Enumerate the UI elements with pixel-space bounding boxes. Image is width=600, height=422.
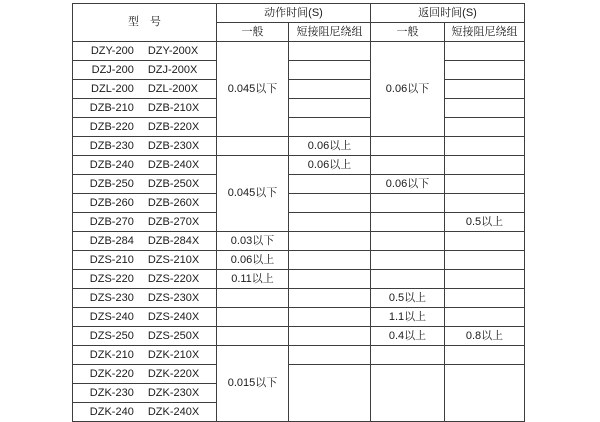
model-text: DZB-220X [147, 120, 200, 133]
model-text: DZB-250X [147, 177, 200, 190]
model-text: DZB-230X [147, 139, 200, 152]
action-damping-cell [289, 61, 371, 80]
model-text: DZS-210 [89, 253, 134, 266]
model-text: DZS-250X [147, 329, 200, 342]
table-row [73, 156, 525, 175]
header-row-1 [73, 4, 525, 23]
action-damping-cell [289, 80, 371, 99]
model-text: DZB-250 [89, 177, 134, 190]
return-damping-cell: 0.5以上 [445, 213, 525, 232]
model-cell [73, 175, 217, 194]
return-damping-cell [445, 137, 525, 156]
model-text: DZY-200X [147, 44, 199, 57]
table-row [73, 137, 525, 156]
return-damping-cell [445, 156, 525, 175]
return-damping-cell [445, 80, 525, 99]
action-general-cell: 0.045以下 [217, 42, 289, 137]
return-damping-cell [445, 194, 525, 213]
model-cell [73, 251, 217, 270]
model-text: DZS-220 [89, 272, 134, 285]
action-damping-cell [289, 365, 371, 422]
return-damping-cell [445, 365, 525, 422]
model-cell [73, 194, 217, 213]
action-damping-cell [289, 308, 371, 327]
model-text: DZK-210 [89, 348, 134, 361]
return-damping-cell: 0.8以上 [445, 327, 525, 346]
return-damping-cell [445, 99, 525, 118]
table-row [73, 251, 525, 270]
action-general-cell [217, 308, 289, 327]
model-text: DZJ-200 [91, 63, 134, 76]
action-damping-cell [289, 232, 371, 251]
model-text: DZK-230X [147, 386, 200, 399]
return-damping-cell [445, 61, 525, 80]
return-general-cell [371, 365, 445, 422]
table-row [73, 346, 525, 365]
model-cell [73, 308, 217, 327]
return-damping-cell [445, 232, 525, 251]
model-text: DZB-240 [89, 158, 134, 171]
table-row [73, 175, 525, 194]
model-text: DZB-270X [147, 215, 200, 228]
action-general-cell: 0.03以下 [217, 232, 289, 251]
model-text: DZJ-200X [147, 63, 198, 76]
model-text: DZK-210X [147, 348, 200, 361]
return-general-cell [371, 213, 445, 232]
return-damping-cell [445, 118, 525, 137]
action-general-cell: 0.06以上 [217, 251, 289, 270]
return-general-cell [371, 251, 445, 270]
header-action-general: 一般 [217, 23, 289, 42]
action-damping-cell [289, 194, 371, 213]
return-general-cell [371, 137, 445, 156]
return-damping-cell [445, 42, 525, 61]
model-cell [73, 99, 217, 118]
model-cell [73, 327, 217, 346]
spec-table [72, 3, 525, 422]
action-damping-cell [289, 42, 371, 61]
model-text: DZB-270 [89, 215, 134, 228]
return-damping-cell [445, 346, 525, 365]
table-row [73, 61, 525, 80]
model-text: DZS-240X [147, 310, 200, 323]
table-row [73, 289, 525, 308]
action-damping-cell: 0.06以上 [289, 137, 371, 156]
model-cell [73, 346, 217, 365]
model-text: DZS-250 [89, 329, 134, 342]
model-cell [73, 61, 217, 80]
table-row [73, 232, 525, 251]
model-text: DZB-260 [89, 196, 134, 209]
model-text: DZS-220X [147, 272, 200, 285]
header-return-damping: 短接阻尼绕组 [445, 23, 525, 42]
model-cell [73, 156, 217, 175]
return-general-cell: 1.1以上 [371, 308, 445, 327]
model-text: DZK-240X [147, 405, 200, 418]
model-text: DZB-210 [89, 101, 134, 114]
return-general-cell: 0.4以上 [371, 327, 445, 346]
return-general-cell: 0.06以下 [371, 42, 445, 137]
table-row [73, 365, 525, 384]
return-damping-cell [445, 270, 525, 289]
return-general-cell: 0.06以下 [371, 175, 445, 194]
model-text: DZK-230 [89, 386, 134, 399]
action-damping-cell [289, 175, 371, 194]
header-return-general: 一般 [371, 23, 445, 42]
model-text: DZB-284 [89, 234, 134, 247]
model-text: DZB-210X [147, 101, 200, 114]
model-text: DZY-200 [90, 44, 134, 57]
model-text: DZS-230X [147, 291, 200, 304]
action-damping-cell [289, 327, 371, 346]
model-text: DZK-220 [89, 367, 134, 380]
action-damping-cell [289, 213, 371, 232]
table-row [73, 118, 525, 137]
table-row [73, 194, 525, 213]
action-damping-cell [289, 118, 371, 137]
model-text: DZS-230 [89, 291, 134, 304]
model-text: DZL-200 [91, 82, 134, 95]
model-text: DZK-240 [89, 405, 134, 418]
header-action-damping: 短接阻尼绕组 [289, 23, 371, 42]
model-text: DZS-240 [89, 310, 134, 323]
model-cell [73, 365, 217, 384]
model-text: DZB-230 [89, 139, 134, 152]
model-cell [73, 384, 217, 403]
return-damping-cell [445, 308, 525, 327]
action-general-cell: 0.045以下 [217, 156, 289, 232]
model-cell [73, 118, 217, 137]
return-damping-cell [445, 175, 525, 194]
model-text: DZB-240X [147, 158, 200, 171]
model-text: DZB-284X [147, 234, 200, 247]
action-damping-cell [289, 99, 371, 118]
model-cell [73, 232, 217, 251]
action-damping-cell [289, 251, 371, 270]
return-general-cell [371, 270, 445, 289]
model-text: DZK-220X [147, 367, 200, 380]
model-cell [73, 403, 217, 422]
model-cell [73, 270, 217, 289]
action-damping-cell [289, 270, 371, 289]
action-damping-cell [289, 289, 371, 308]
return-damping-cell [445, 251, 525, 270]
action-general-cell: 0.11以上 [217, 270, 289, 289]
return-general-cell [371, 194, 445, 213]
table-row [73, 80, 525, 99]
header-model: 型 号 [73, 4, 217, 42]
action-general-cell: 0.015以下 [217, 346, 289, 422]
table-row [73, 42, 525, 61]
header-return-time: 返回时间(S) [371, 4, 525, 23]
return-general-cell [371, 156, 445, 175]
model-cell [73, 42, 217, 61]
model-cell [73, 213, 217, 232]
return-general-cell: 0.5以上 [371, 289, 445, 308]
return-general-cell [371, 346, 445, 365]
action-damping-cell: 0.06以上 [289, 156, 371, 175]
return-general-cell [371, 232, 445, 251]
model-cell [73, 80, 217, 99]
header-action-time: 动作时间(S) [217, 4, 371, 23]
table-row [73, 213, 525, 232]
model-cell [73, 289, 217, 308]
model-cell [73, 137, 217, 156]
return-damping-cell [445, 289, 525, 308]
table-row [73, 270, 525, 289]
model-text: DZL-200X [147, 82, 198, 95]
table-row [73, 308, 525, 327]
action-general-cell [217, 327, 289, 346]
table-row [73, 327, 525, 346]
action-general-cell [217, 137, 289, 156]
table-row [73, 99, 525, 118]
action-damping-cell [289, 346, 371, 365]
model-text: DZB-260X [147, 196, 200, 209]
model-text: DZB-220 [89, 120, 134, 133]
model-text: DZS-210X [147, 253, 200, 266]
action-general-cell [217, 289, 289, 308]
